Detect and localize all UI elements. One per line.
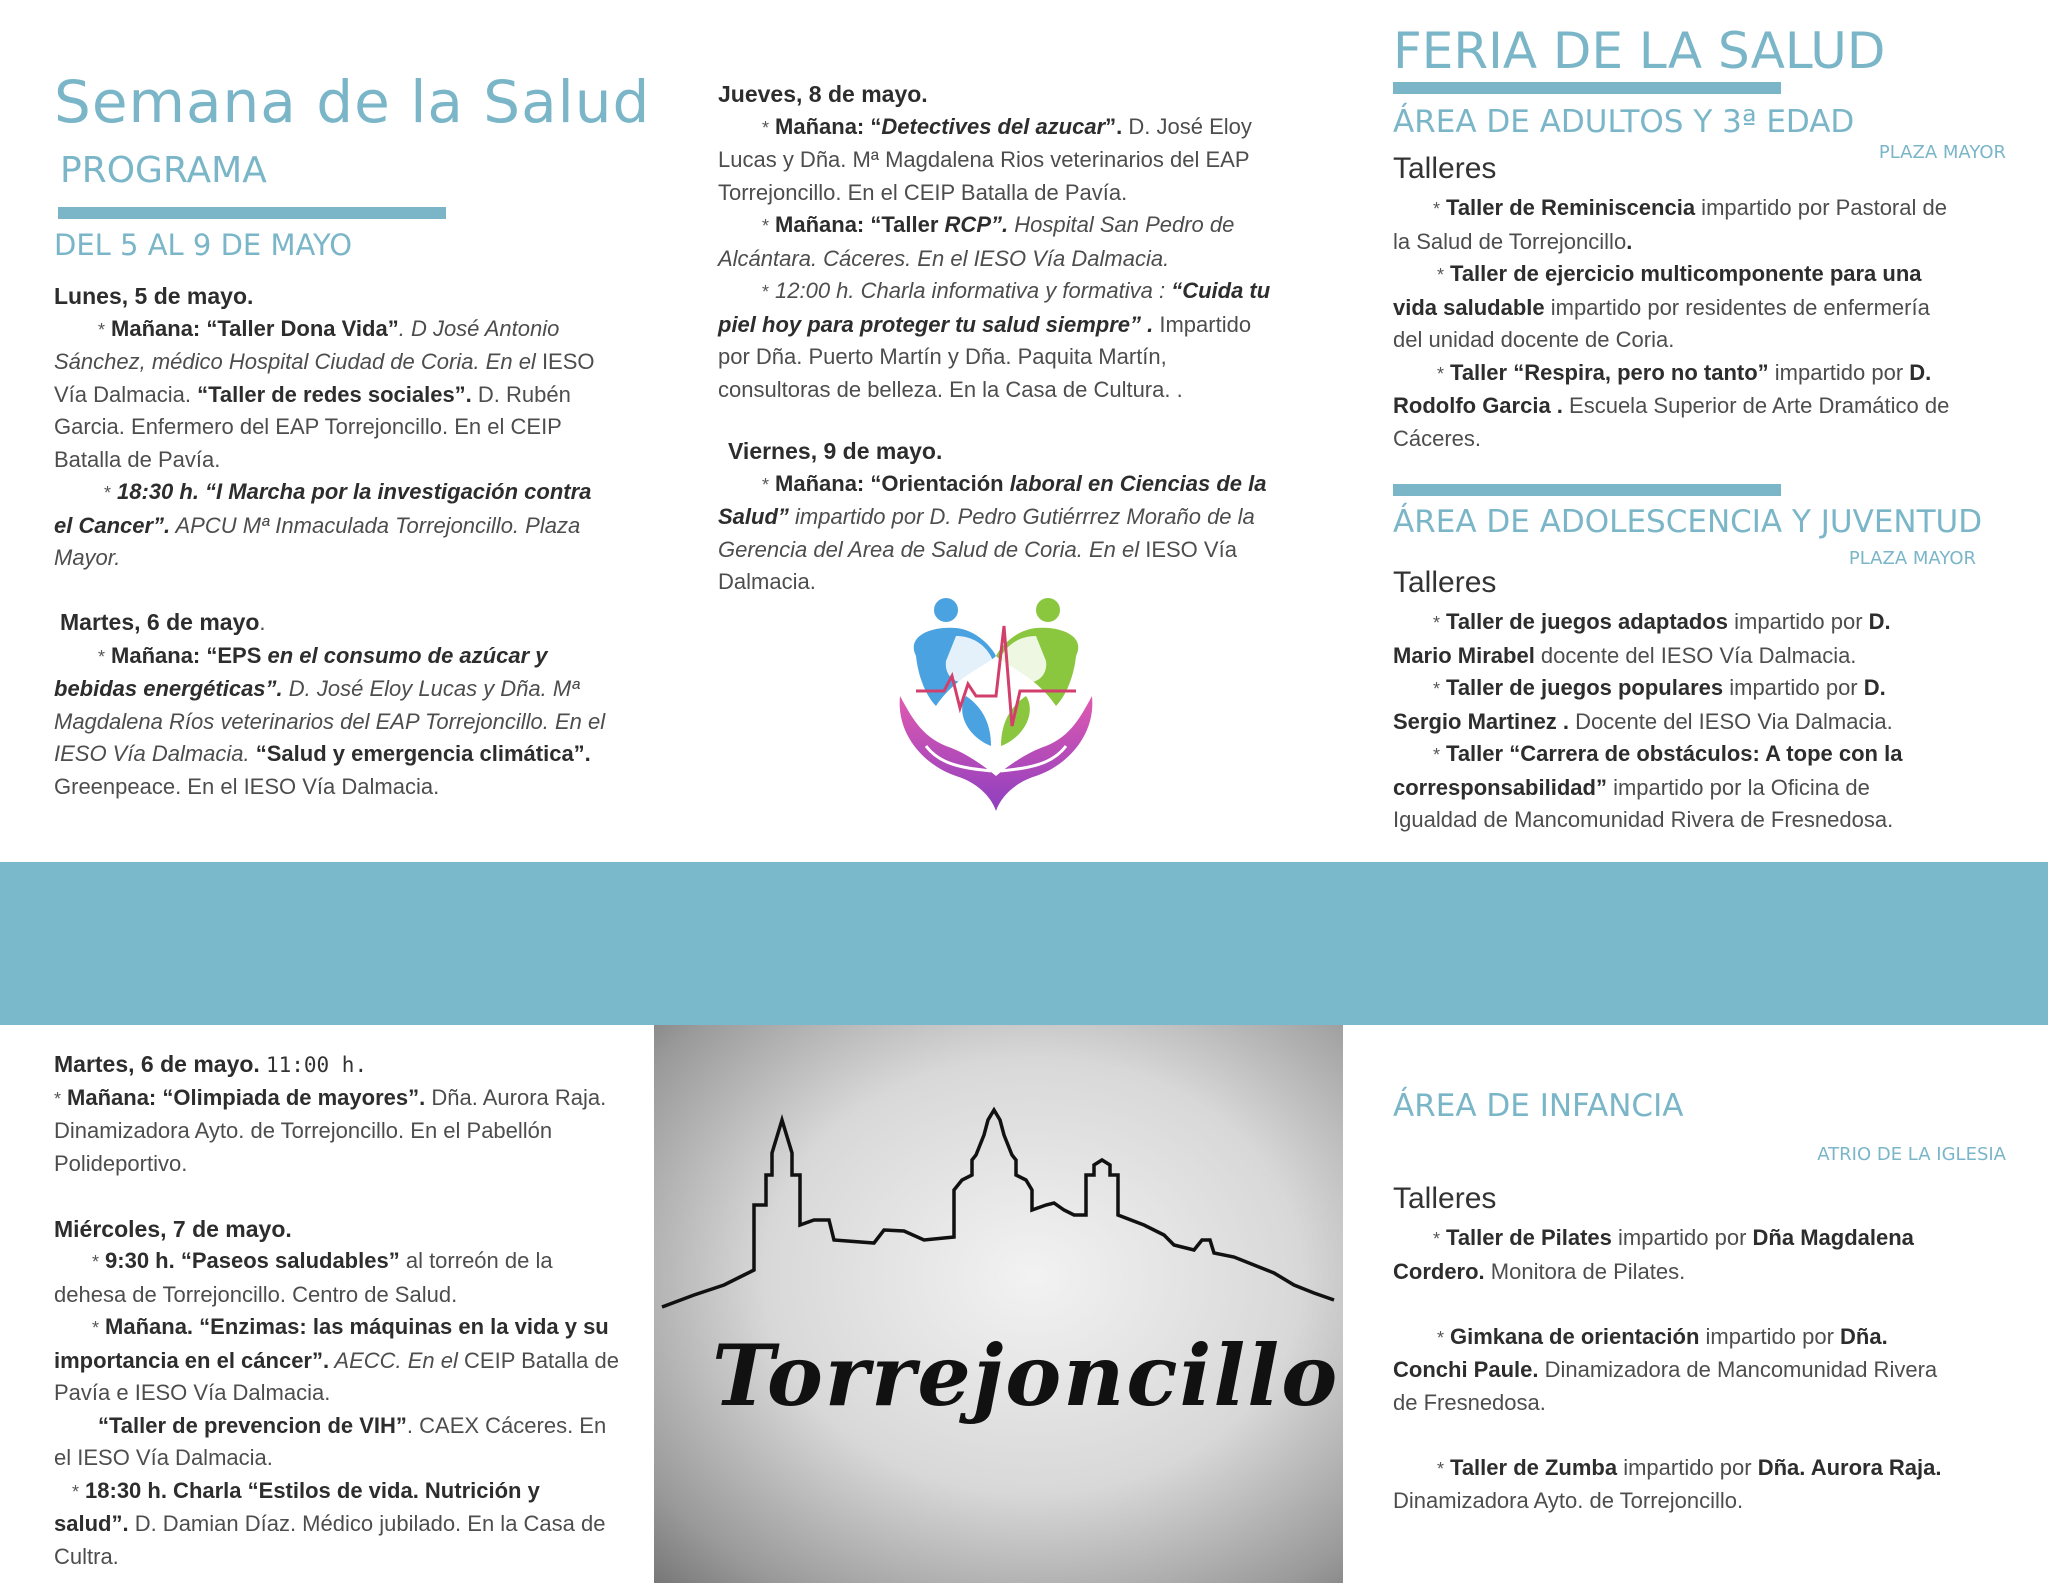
zumba-title: Taller de Zumba [1450, 1454, 1624, 1480]
enzimas-title: Mañana. “Enzimas: las máquinas en la vida y su [105, 1314, 609, 1339]
monday-line4: Garcia. Enfermero del EAP Torrejoncillo. En el CEIP [54, 414, 562, 439]
youth-item2-title: Taller de juegos populares [1446, 675, 1730, 700]
paseos-line1b: al torreón de la [399, 1248, 553, 1273]
thursday-section [718, 78, 1298, 406]
monday-section [54, 280, 654, 575]
gimkana-line4b: Dinamizadora de Mancomunidad Rivera [1538, 1357, 1938, 1382]
thursday-item1-c: ”. [1105, 113, 1129, 139]
bullet-icon: * [762, 216, 770, 236]
bullet-icon: * [762, 474, 770, 495]
youth-item3-title: Taller “Carrera de obstáculos: A tope con la [1446, 741, 1903, 766]
thursday-item1-d: D. José Eloy [1128, 113, 1252, 139]
tuesday-item1-title: Mañana: “EPS [111, 642, 268, 668]
youth-line2b: docente del IESO Vía Dalmacia. [1534, 642, 1857, 668]
heart-hands-logo-icon [896, 596, 1096, 814]
tuesday-line2b: D. José Eloy Lucas y Dña. Mª [282, 676, 580, 701]
bullet-icon: * [762, 282, 770, 302]
adults-line7b: Escuela Superior de Arte Dramático de [1562, 393, 1950, 418]
vih-title: “Taller de prevencion de VIH” [98, 1412, 407, 1438]
zumba-line6c: Dña. Aurora Raja. [1757, 1454, 1942, 1480]
bullet-icon: * [1433, 679, 1441, 699]
thursday-line7a: piel hoy para proteger tu salud siempre” . [718, 311, 1154, 337]
tuesday-line2a: bebidas energéticas”. [54, 676, 283, 701]
pilates-line1c: Dña Magdalena [1752, 1225, 1914, 1250]
adults-line4a: vida saludable [1393, 294, 1551, 320]
friday-line2a: Salud” [718, 504, 789, 529]
thursday-line2: Lucas y Dña. Mª Magdalena Rios veterinarios del EAP [718, 147, 1250, 172]
enzimas-line4a: importancia en el cáncer”. [54, 1347, 330, 1373]
monday-line7a: el Cancer”. [54, 512, 171, 538]
youth-talleres-heading: Talleres [1393, 566, 1497, 599]
youth-line3c: D. [1863, 675, 1886, 700]
enzimas-line4c: CEIP Batalla de [457, 1347, 619, 1373]
vih-line7: el IESO Vía Dalmacia. [54, 1445, 273, 1470]
children-workshops [1393, 1222, 2003, 1518]
friday-line4: Dalmacia. [718, 569, 816, 594]
enzimas-line4b: AECC. En el [329, 1347, 458, 1373]
gimkana-title: Gimkana de orientación [1450, 1323, 1706, 1349]
monday-item3-title: 18:30 h. “I Marcha por la investigación contra [117, 479, 592, 504]
dates-heading: DEL 5 AL 9 DE MAYO [54, 228, 353, 262]
friday-line3a: Gerencia del Area de Salud de Coria. En el [718, 536, 1140, 562]
monday-item1-speaker: . D José Antonio [398, 315, 560, 341]
adults-line4b: impartido por residentes de enfermería [1550, 294, 1930, 320]
thursday-line5: Alcántara. Cáceres. En el IESO Vía Dalmacia. [718, 245, 1170, 271]
adults-line2b: . [1626, 228, 1633, 254]
adults-item2-title: Taller de ejercicio multicomponente para una [1450, 261, 1922, 286]
charla-title: 18:30 h. Charla “Estilos de vida. Nutrición y [85, 1477, 540, 1503]
friday-item1-a: Mañana: “Orientación [775, 470, 1010, 496]
friday-line2b: impartido por D. Pedro Gutiérrrez Moraño de la [788, 504, 1255, 529]
youth-line6b: impartido por la Oficina de [1613, 774, 1870, 800]
feria-divider [1393, 82, 1781, 94]
zumba-line6b: impartido por [1623, 1454, 1758, 1480]
bullet-icon: * [1433, 745, 1441, 765]
monday-line8: Mayor. [54, 545, 121, 570]
thursday-item3-a: 12:00 h. Charla informativa y formativa : [775, 278, 1172, 303]
paseos-line2: dehesa de Torrejoncillo. Centro de Salud. [54, 1281, 458, 1307]
gimkana-line4a: Conchi Paule. [1393, 1357, 1539, 1382]
friday-section [718, 435, 1298, 599]
bullet-icon: * [72, 1481, 80, 1502]
bullet-icon: * [1437, 265, 1445, 285]
monday-line2b: IESO [535, 349, 595, 374]
gimkana-line3c: Dña. [1840, 1323, 1888, 1349]
thursday-item2-c: Hospital San Pedro de [1008, 212, 1235, 237]
olimpiada-line2: Dinamizadora Ayto. de Torrejoncillo. En el Pabellón [54, 1118, 553, 1143]
youth-line4b: Docente del IESO Via Dalmacia. [1569, 708, 1893, 734]
enzimas-line5: Pavía e IESO Vía Dalmacia. [54, 1380, 331, 1405]
town-name-text: Torrejoncillo [712, 1326, 1340, 1425]
pilates-line1b: impartido por [1611, 1225, 1753, 1250]
vih-line6b: . CAEX Cáceres. En [406, 1412, 607, 1438]
zumba-line7: Dinamizadora Ayto. de Torrejoncillo. [1393, 1488, 1744, 1513]
children-talleres-heading: Talleres [1393, 1182, 1497, 1215]
bullet-icon: * [54, 1088, 62, 1109]
charla-line10: Cultra. [54, 1543, 119, 1569]
thursday-item2-b: RCP”. [944, 212, 1009, 237]
wednesday-heading: Miércoles, 7 de mayo. [54, 1215, 292, 1242]
bullet-icon: * [104, 483, 112, 503]
adults-area-heading: ÁREA DE ADULTOS Y 3ª EDAD [1393, 104, 1855, 140]
bullet-icon: * [98, 646, 106, 667]
bullet-icon: * [1437, 1458, 1445, 1479]
gimkana-line3b: impartido por [1705, 1323, 1841, 1349]
bullet-icon: * [1437, 363, 1445, 384]
monday-heading: Lunes, 5 de mayo. [54, 283, 254, 309]
thursday-line3: Torrejoncillo. En el CEIP Batalla de Pavía. [718, 179, 1128, 205]
youth-location: PLAZA MAYOR [1848, 548, 1976, 569]
friday-heading: Viernes, 9 de mayo. [728, 438, 943, 464]
fold-band [0, 862, 2048, 1025]
children-area-heading: ÁREA DE INFANCIA [1393, 1088, 1684, 1124]
pilates-line2a: Cordero. [1393, 1258, 1485, 1284]
youth-line3b: impartido por [1729, 675, 1864, 700]
bullet-icon: * [98, 319, 106, 340]
bullet-icon: * [92, 1318, 100, 1338]
tuesday-item1-title-b: en el consumo de azúcar y [267, 642, 548, 668]
thursday-item1-a: Mañana: “ [775, 113, 882, 139]
thursday-line7b: Impartido [1153, 311, 1252, 337]
bullet-icon: * [1433, 613, 1441, 633]
olimpiada-line3: Polideportivo. [54, 1150, 188, 1176]
adults-line6b: impartido por [1774, 359, 1910, 385]
monday-line7b: APCU Mª Inmaculada Torrejoncillo. Plaza [170, 512, 581, 538]
youth-line1c: D. [1868, 609, 1891, 634]
adults-location: PLAZA MAYOR [1878, 142, 2006, 163]
adults-item1-title: Taller de Reminiscencia [1446, 195, 1696, 220]
semana-title: Semana de la Salud [54, 68, 651, 136]
monday-line3a: Vía Dalmacia. [54, 381, 198, 407]
charla-line9a: salud”. [54, 1511, 129, 1536]
feria-title: FERIA DE LA SALUD [1393, 22, 1886, 80]
tuesday-line4a: IESO Vía Dalmacia. [54, 741, 256, 766]
adults-line8: Cáceres. [1393, 425, 1482, 451]
adults-line7a: Rodolfo Garcia . [1393, 393, 1563, 418]
adults-line2a: la Salud de Torrejoncillo [1393, 228, 1627, 254]
bottom-tuesday-time: 11:00 h. [265, 1053, 368, 1077]
bottom-tuesday-heading: Martes, 6 de mayo. [54, 1051, 260, 1077]
tuesday-line3: Magdalena Ríos veterinarios del EAP Torrejoncillo. En el [54, 708, 606, 734]
youth-item1-title: Taller de juegos adaptados [1446, 609, 1735, 634]
tuesday-line5: Greenpeace. En el IESO Vía Dalmacia. [54, 773, 440, 799]
thursday-item1-title: Detectives del azucar [881, 113, 1106, 139]
adults-talleres-heading: Talleres [1393, 152, 1497, 185]
pilates-line2b: Monitora de Pilates. [1484, 1258, 1686, 1284]
bottom-left-schedule [54, 1048, 654, 1573]
adults-line5: del unidad docente de Coria. [1393, 327, 1675, 352]
monday-line5: Batalla de Pavía. [54, 446, 221, 472]
thursday-item3-b: “Cuida tu [1171, 278, 1271, 303]
olimpiada-line1b: Dña. Aurora Raja. [425, 1084, 607, 1110]
monday-item1-title: Mañana: “Taller Dona Vida” [111, 315, 399, 341]
adults-line6c: D. [1909, 359, 1932, 385]
youth-line6a: corresponsabilidad” [1393, 774, 1614, 800]
bullet-icon: * [92, 1252, 100, 1272]
bullet-icon: * [1433, 199, 1441, 219]
gimkana-line5: de Fresnedosa. [1393, 1389, 1546, 1415]
adults-item3-title: Taller “Respira, pero no tanto” [1450, 359, 1775, 385]
programa-divider [58, 207, 446, 219]
youth-line1b: impartido por [1734, 609, 1869, 634]
programa-subtitle: PROGRAMA [60, 150, 267, 191]
adults-workshops [1393, 192, 2003, 455]
thursday-item2-a: Mañana: “Taller [775, 212, 945, 237]
pilates-title: Taller de Pilates [1446, 1225, 1612, 1250]
paseos-title: 9:30 h. “Paseos saludables” [105, 1248, 400, 1273]
children-location: ATRIO DE LA IGLESIA [1817, 1144, 2006, 1165]
tuesday-section [54, 606, 654, 803]
thursday-line9: consultoras de belleza. En la Casa de Cultura. . [718, 376, 1183, 402]
friday-item1-b: laboral en Ciencias de la [1009, 470, 1267, 496]
skyline-silhouette-icon [654, 1025, 1343, 1583]
charla-line9b: D. Damian Díaz. Médico jubilado. En la Casa de [128, 1511, 606, 1536]
youth-area-heading: ÁREA DE ADOLESCENCIA Y JUVENTUD [1393, 504, 1983, 540]
monday-item2-title: “Taller de redes sociales”. [197, 381, 472, 407]
bullet-icon: * [1437, 1327, 1445, 1348]
town-skyline-image [654, 1025, 1343, 1583]
monday-line3c: D. Rubén [471, 381, 571, 407]
youth-line4a: Sergio Martinez . [1393, 708, 1570, 734]
thursday-heading: Jueves, 8 de mayo. [718, 81, 928, 107]
thursday-line8: por Dña. Puerto Martín y Dña. Paquita Martín, [718, 344, 1167, 369]
adults-item1-b: impartido por Pastoral de [1695, 195, 1947, 220]
monday-line2: Sánchez, médico Hospital Ciudad de Coria. En el [54, 349, 536, 374]
youth-divider [1393, 484, 1781, 496]
tuesday-heading: Martes, 6 de mayo [60, 609, 260, 635]
youth-line7: Igualdad de Mancomunidad Rivera de Fresnedosa. [1393, 807, 1894, 832]
tuesday-item2-title: “Salud y emergencia climática”. [255, 741, 591, 766]
bullet-icon: * [1433, 1229, 1441, 1249]
bullet-icon: * [762, 117, 770, 138]
tuesday-heading-dot: . [259, 610, 266, 635]
olimpiada-title: Mañana: “Olimpiada de mayores”. [67, 1084, 426, 1110]
youth-workshops [1393, 606, 2003, 837]
youth-line2a: Mario Mirabel [1393, 642, 1535, 668]
friday-line3b: IESO Vía [1139, 536, 1237, 562]
